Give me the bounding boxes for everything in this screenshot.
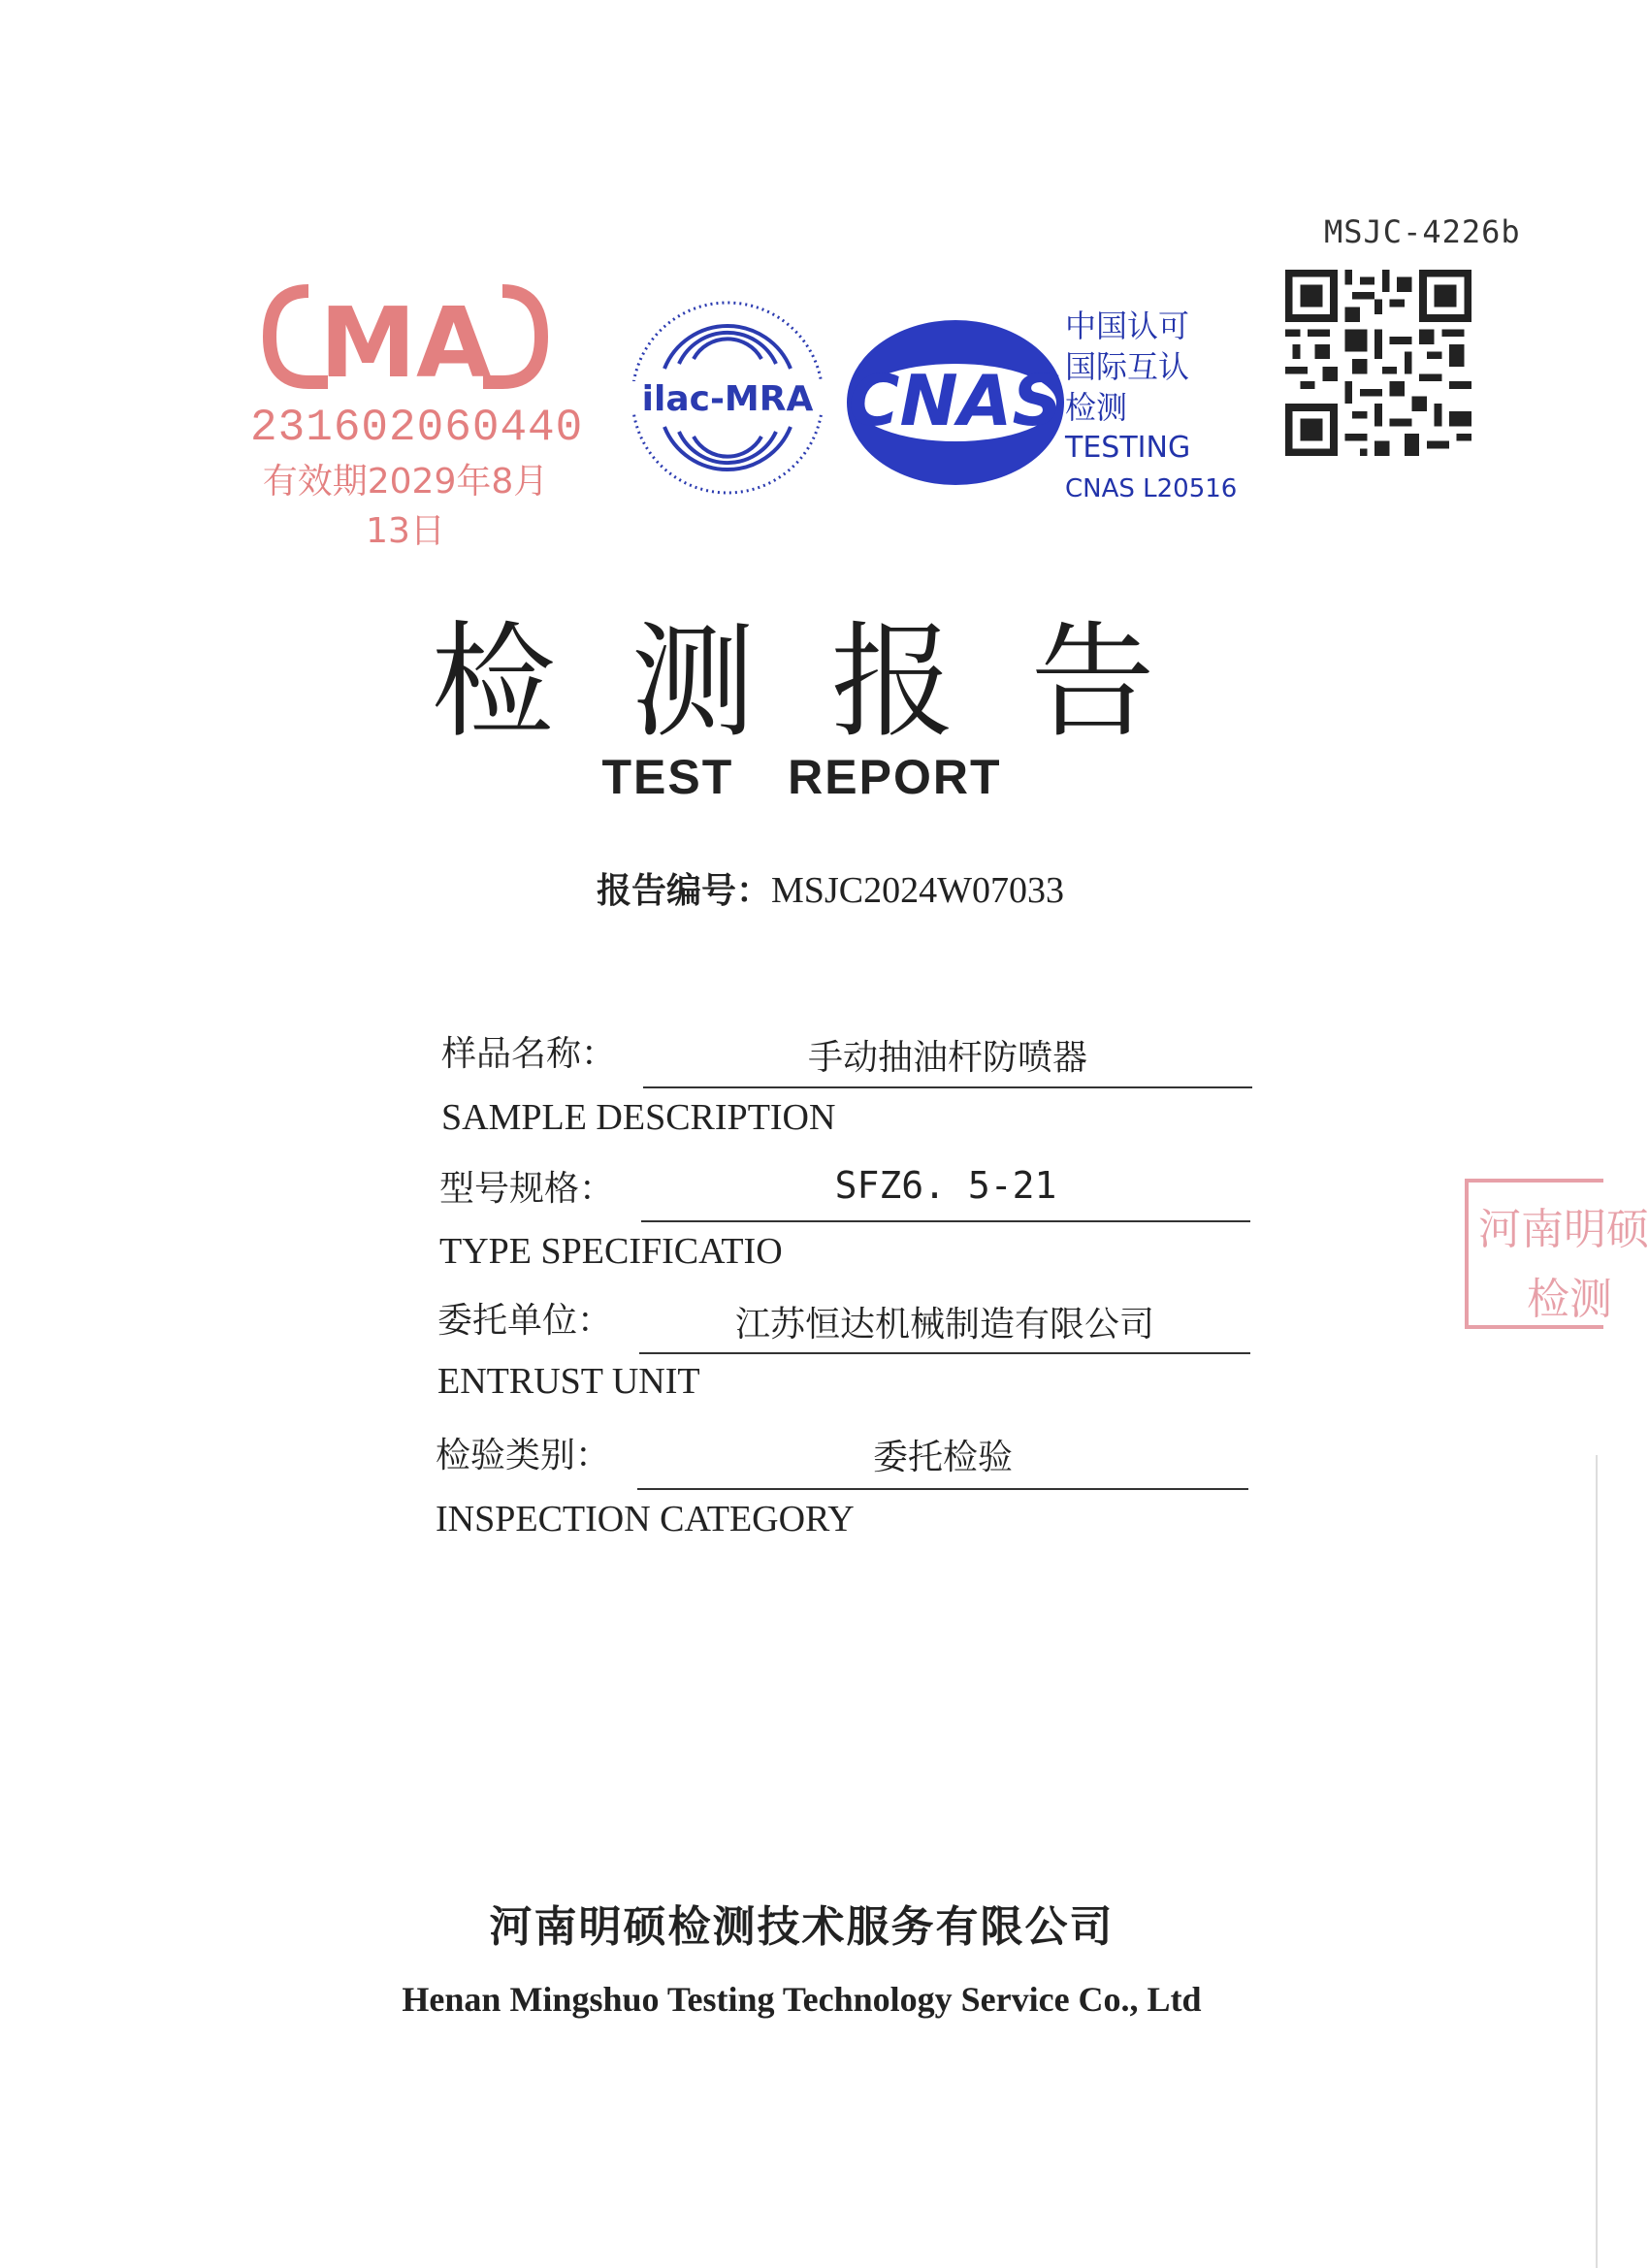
document-code: MSJC-4226b: [1324, 213, 1521, 250]
ilac-mra-logo-icon: [626, 296, 829, 500]
scan-edge-line: [1596, 1455, 1598, 2268]
model-spec-label-en: TYPE SPECIFICATIO: [439, 1231, 783, 1272]
model-spec-value: SFZ6. 5-21: [834, 1164, 1057, 1207]
inspection-category-label: 检验类别：: [436, 1436, 611, 1475]
sample-name-label: 样品名称：: [441, 1034, 617, 1074]
report-number-value: MSJC2024W07033: [771, 870, 1064, 911]
entrust-unit-label: 委托单位：: [437, 1301, 613, 1341]
cnas-line-3: 检测: [1065, 389, 1128, 426]
model-spec-underline: [641, 1220, 1250, 1222]
entrust-unit-underline: [639, 1352, 1250, 1354]
model-spec-label: 型号规格：: [439, 1169, 615, 1209]
cma-number: 231602060440: [250, 403, 584, 453]
ilac-text: ilac-MRA: [641, 379, 814, 419]
company-seal-stamp: [1465, 1179, 1649, 1329]
sample-name-value: 手动抽油杆防喷器: [807, 1038, 1087, 1078]
cma-logo-icon: [250, 272, 561, 403]
cma-validity: 有效期2029年8月13日: [262, 462, 549, 551]
inspection-category-underline: [637, 1488, 1248, 1490]
entrust-unit-value: 江苏恒达机械制造有限公司: [734, 1305, 1154, 1345]
page-title-english: TEST REPORT: [601, 750, 1002, 804]
report-number: [597, 863, 1064, 913]
inspection-category-value: 委托检验: [872, 1438, 1013, 1477]
report-number-label: 报告编号：: [597, 871, 772, 911]
cnas-line-2: 国际互认: [1065, 348, 1190, 385]
cma-stamp: [250, 272, 584, 551]
company-name-cn: 河南明硕检测技术服务有限公司: [489, 1902, 1115, 1952]
entrust-unit-label-en: ENTRUST UNIT: [437, 1361, 700, 1402]
page-title: 检测报告: [431, 610, 1231, 755]
cnas-line-5: CNAS L20516: [1065, 474, 1238, 503]
cnas-line-1: 中国认可: [1065, 308, 1190, 344]
cnas-logo-icon: [839, 310, 1072, 495]
cnas-logo-text: CNAS: [848, 360, 1063, 441]
cnas-accreditation-text: [1065, 306, 1237, 509]
sample-name-label-en: SAMPLE DESCRIPTION: [441, 1097, 836, 1138]
cnas-line-4: TESTING: [1065, 431, 1191, 465]
seal-line-1: 河南明硕: [1478, 1205, 1649, 1254]
company-name-en: Henan Mingshuo Testing Technology Service Co., Ltd: [402, 1980, 1202, 2019]
seal-line-2: 检测: [1527, 1275, 1612, 1324]
cma-logo-text: MA: [319, 286, 492, 400]
sample-name-underline: [643, 1086, 1252, 1088]
inspection-category-label-en: INSPECTION CATEGORY: [436, 1499, 855, 1539]
qr-code-icon: [1285, 270, 1471, 456]
